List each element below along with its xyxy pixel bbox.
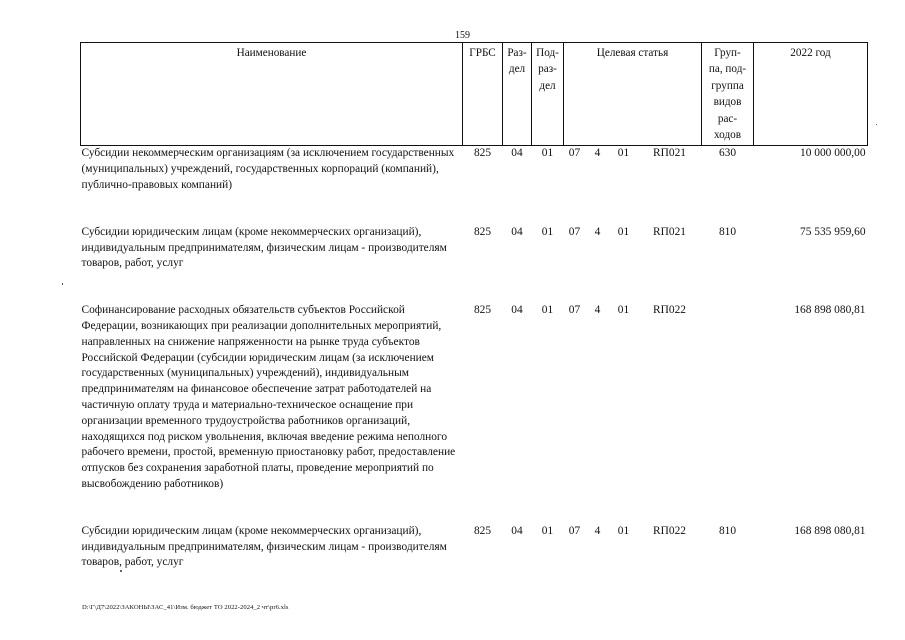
- row-grbs: 825: [473, 304, 492, 317]
- scan-speck: [62, 283, 63, 285]
- row-target-event: 01: [617, 147, 630, 160]
- table-row: [81, 146, 868, 194]
- row-amount: 10 000 000,00: [800, 147, 866, 160]
- scan-speck: [876, 124, 877, 125]
- row-amount: 168 898 080,81: [794, 524, 866, 537]
- row-target-program: 07: [568, 304, 581, 317]
- table-row: [81, 303, 868, 493]
- row-target-event: 01: [617, 225, 630, 238]
- row-target-subprogram: 4: [594, 225, 601, 238]
- header-grbs: ГРБС: [463, 43, 503, 146]
- row-subsection: 01: [541, 225, 554, 238]
- page-number: 159: [455, 30, 470, 41]
- row-subsection: 01: [541, 147, 554, 160]
- row-target-program: 07: [568, 147, 581, 160]
- header-subsection: Под- раз- дел: [532, 43, 564, 146]
- header-target: Целевая статья: [564, 43, 702, 146]
- budget-table: [80, 42, 868, 571]
- row-expense-group: 630: [718, 147, 737, 160]
- row-expense-group: [702, 303, 754, 493]
- row-grbs: 825: [473, 524, 492, 537]
- row-target-code: RП021: [653, 225, 686, 238]
- table-row: [81, 225, 868, 272]
- row-section: 04: [511, 304, 523, 317]
- row-target-code: RП022: [653, 524, 686, 537]
- row-name: Субсидии юридическим лицам (кроме некоммерческих организаций), индивидуальным предпринимателям, физическим лицам - производителям товаров, работ, услуг: [81, 225, 447, 270]
- row-amount: 168 898 080,81: [794, 304, 866, 317]
- row-grbs: 825: [473, 225, 492, 238]
- scan-speck: [120, 570, 122, 572]
- file-path-footer: D:\Г\Д7\2022\ЗАКОНЫ\ЗАС_41\Изм. бюджет ТО 2022-2024_2 чт\pr6.xls: [82, 604, 289, 611]
- row-target-event: 01: [617, 304, 630, 317]
- row-target-subprogram: 4: [594, 524, 601, 537]
- table-header: [81, 43, 868, 146]
- row-target-code: RП021: [653, 147, 686, 160]
- row-expense-group: 810: [718, 524, 737, 537]
- row-name: Софинансирование расходных обязательств субъектов Российской Федерации, возникающих при реализации дополнительных мероприятий, направленных на снижение напряженности на рынке труда субъектов Российской Федерации (субсидии юридическим лицам (за исключением государственных (муниципальных) учреждений), индивидуальным предпринимателям на финансовое обеспечение затрат работодателей на частичную оплату труда и материально-техническое оснащение при организации временного трудоустройства работников организаций, находящихся под риском увольнения, включая введение режима неполного рабочего времени, простой, временную приостановку работ, предоставление отпусков без сохранения заработной платы, проведение мероприятий по высвобождению работников): [81, 304, 456, 490]
- row-target-program: 07: [568, 225, 581, 238]
- row-name: Субсидии юридическим лицам (кроме некоммерческих организаций), индивидуальным предпринимателям, физическим лицам - производителям товаров, работ, услуг: [81, 524, 447, 569]
- header-expense-group: Груп- па, под- группа видов рас- ходов: [702, 43, 754, 146]
- row-target-event: 01: [617, 524, 630, 537]
- row-target-subprogram: 4: [594, 304, 601, 317]
- row-name: Субсидии некоммерческим организациям (за исключением государственных (муниципальных) учреждений, государственных корпораций (компаний), публично-правовых компаний): [81, 147, 455, 192]
- row-target-subprogram: 4: [594, 147, 601, 160]
- row-expense-group: 810: [718, 225, 737, 238]
- header-year: 2022 год: [754, 43, 868, 146]
- row-section: 04: [511, 524, 523, 537]
- row-amount: 75 535 959,60: [800, 225, 866, 238]
- table-row: [81, 524, 868, 571]
- header-section: Раз- дел: [503, 43, 532, 146]
- row-grbs: 825: [473, 147, 492, 160]
- row-subsection: 01: [541, 304, 554, 317]
- row-section: 04: [511, 225, 523, 238]
- header-name: Наименование: [81, 43, 463, 146]
- row-target-code: RП022: [653, 304, 686, 317]
- row-target-program: 07: [568, 524, 581, 537]
- row-subsection: 01: [541, 524, 554, 537]
- row-section: 04: [511, 147, 523, 160]
